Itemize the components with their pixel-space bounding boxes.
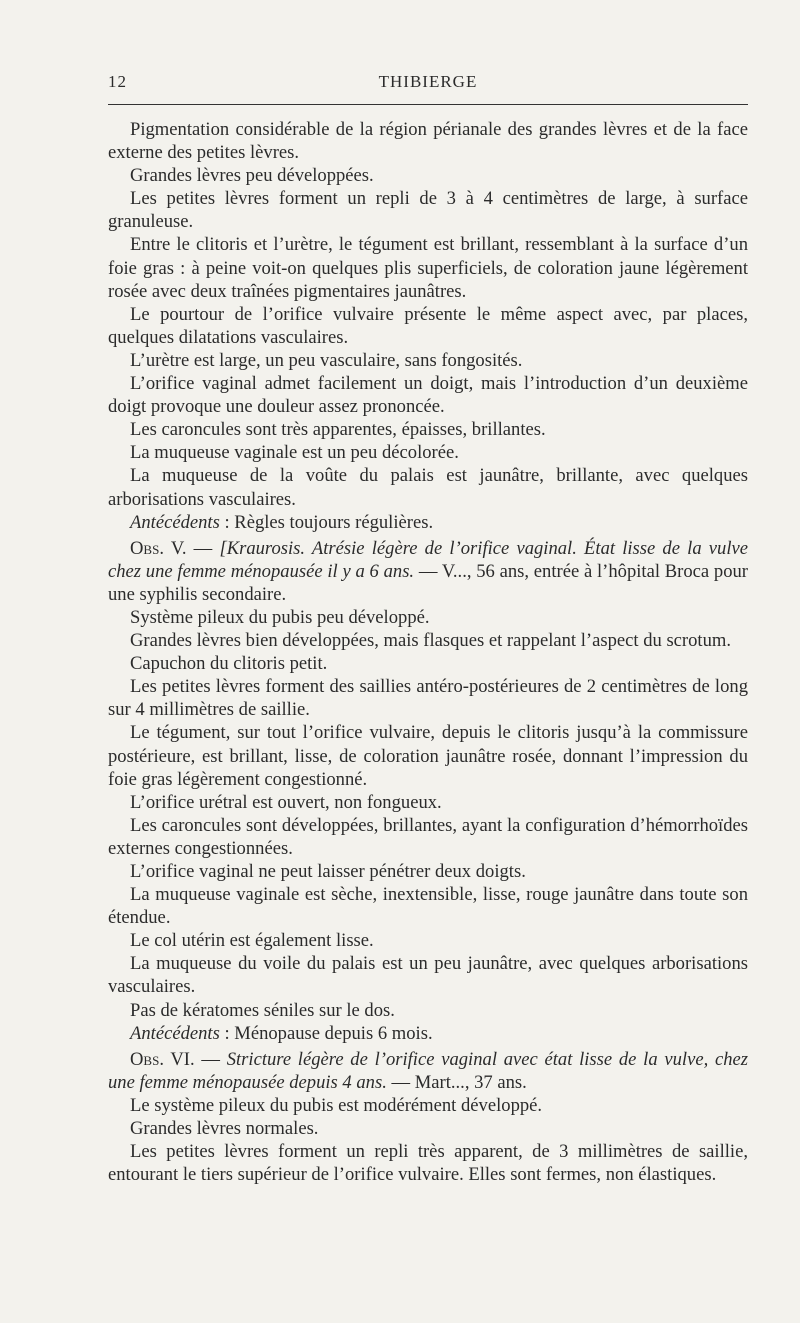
paragraph: L’orifice vaginal ne peut laisser pénétrer deux doigts.	[130, 861, 526, 882]
paragraph: Le col utérin est également lisse.	[130, 930, 374, 952]
paragraph: La muqueuse de la voûte du palais est jaunâtre, brillante, avec quelques arborisations vasculaires.	[108, 465, 748, 510]
observation-text: — Mart..., 37 ans.	[386, 1071, 527, 1093]
observation-title: Stricture légère de l’orifice vaginal avec état lisse de la vulve, chez une femme ménopausée depuis 4 ans.	[108, 1048, 748, 1093]
paragraph: Les petites lèvres forment un repli de 3 à 4 centimètres de large, à surface granuleuse.	[108, 188, 748, 233]
paragraph: Entre le clitoris et l’urètre, le tégument est brillant, ressemblant à la surface d’un foie gras : à peine voit-on quelques plis superficiels, de coloration jaune légèrement rosée avec deux traînées pigmentaires jaunâtres.	[108, 234, 748, 302]
antecedents-text: : Règles toujours régulières.	[219, 511, 434, 533]
paragraph: Grandes lèvres normales.	[130, 1118, 319, 1140]
paragraph: Les caroncules sont très apparentes, épaisses, brillantes.	[130, 419, 546, 441]
paragraph: La muqueuse vaginale est sèche, inextensible, lisse, rouge jaunâtre dans toute son étendue.	[108, 884, 748, 929]
paragraph: Grandes lèvres peu développées.	[130, 165, 374, 187]
antecedents-label: Antécédents	[130, 511, 220, 533]
antecedents-paragraph	[108, 1022, 748, 1045]
paragraph: Pigmentation considérable de la région périanale des grandes lèvres et de la face externe des petites lèvres.	[108, 119, 748, 164]
observation-label: Obs. VI.	[130, 1048, 195, 1070]
antecedents-label: Antécédents	[130, 1022, 220, 1044]
paragraph: Système pileux du pubis peu développé.	[130, 606, 430, 628]
paragraph: Pas de kératomes séniles sur le dos.	[130, 999, 395, 1021]
running-header	[108, 72, 748, 96]
observation-title: [Kraurosis. Atrésie légère de l’orifice vaginal. État lisse de la vulve chez une femme ménopausée il y a 6 ans.	[108, 537, 749, 582]
observation-v-heading	[108, 537, 748, 606]
antecedents-paragraph	[108, 511, 748, 534]
paragraph: L’orifice vaginal admet facilement un doigt, mais l’introduction d’un deuxième doigt provoque une douleur assez prononcée.	[108, 373, 748, 418]
paragraph: Les caroncules sont développées, brillantes, ayant la configuration d’hémorrhoïdes externes congestionnées.	[108, 814, 748, 859]
paragraph: Les petites lèvres forment un repli très apparent, de 3 millimètres de saillie, entourant le tiers supérieur de l’orifice vulvaire. Elles sont fermes, non élastiques.	[108, 1141, 748, 1186]
paragraph: Les petites lèvres forment des saillies antéro-postérieures de 2 centimètres de long sur 4 millimètres de saillie.	[108, 676, 748, 721]
header-rule	[108, 104, 748, 105]
observation-label: Obs. V.	[130, 537, 187, 559]
paragraph: L’orifice urétral est ouvert, non fongueux.	[130, 791, 442, 813]
page-body	[108, 118, 748, 1186]
paragraph: L’urètre est large, un peu vasculaire, sans fongosités.	[130, 349, 523, 371]
observation-dash: —	[194, 1048, 227, 1070]
paragraph: Le système pileux du pubis est modérément développé.	[130, 1094, 543, 1116]
paragraph: Capuchon du clitoris petit.	[130, 653, 328, 675]
paragraph: Le pourtour de l’orifice vulvaire présente le même aspect avec, par places, quelques dilatations vasculaires.	[108, 303, 748, 348]
paragraph: Le tégument, sur tout l’orifice vulvaire, depuis le clitoris jusqu’à la commissure postérieure, est brillant, lisse, de coloration jaunâtre rosée, donnant l’impression du foie gras légèrement congestionné.	[108, 722, 748, 790]
running-title: THIBIERGE	[378, 72, 478, 91]
paragraph: Grandes lèvres bien développées, mais flasques et rappelant l’aspect du scrotum.	[130, 630, 731, 652]
observation-vi-heading	[108, 1048, 748, 1094]
observation-dash: —	[186, 537, 220, 559]
page-number: 12	[108, 72, 127, 91]
paragraph: La muqueuse vaginale est un peu décolorée.	[130, 442, 459, 464]
antecedents-text: : Ménopause depuis 6 mois.	[219, 1022, 433, 1044]
paragraph: La muqueuse du voile du palais est un peu jaunâtre, avec quelques arborisations vasculaires.	[108, 953, 748, 998]
observation-text: — V..., 56 ans, entrée à l’hôpital Broca pour une syphilis secondaire.	[108, 560, 748, 605]
